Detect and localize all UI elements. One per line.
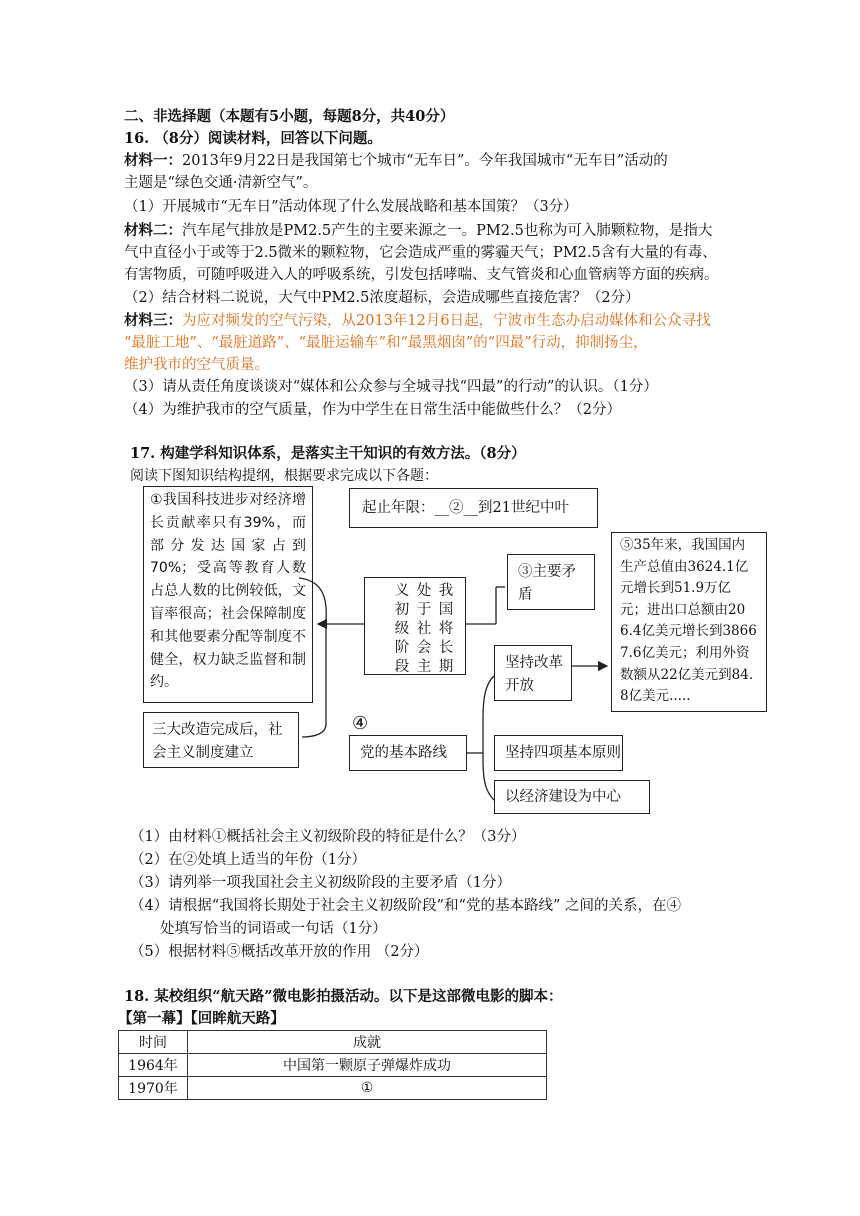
q18-title: 18. 某校组织“航天路”微电影拍摄活动。以下是这部微电影的脚本： [124, 988, 563, 1005]
q16-question-1: （1）开展城市“无车日”活动体现了什么发展战略和基本国策？（3分） [124, 199, 578, 215]
material-3-label: 材料三： [124, 312, 182, 329]
bracket-curve-left [299, 578, 326, 737]
q16-question-3: （3）请从责任角度谈谈对“媒体和公众参与全城寻找“四最”的行动”的认识。（1分） [124, 379, 658, 395]
material-1-box-text: ①我国科技进步对经济增长贡献率只有39%，而部分发达国家占到70%；受高等教育人数占总人数的比例较低，文盲率很高；社会保障制度和其他要素分配等制度不健全，权力缺乏监督和制约。 [150, 492, 306, 691]
three-reforms-text: 三大改造完成后，社会主义制度建立 [152, 722, 283, 761]
material-5-text: ⑤35年来，我国国内生产总值由3624.1亿元增长到51.9万亿元；进出口总额由206.4亿美元增长到38667.6亿美元；利用外资数额从22亿美元到84.8亿美元..... [620, 537, 757, 705]
table-header-row [119, 1031, 547, 1054]
four-principles-text: 坚持四项基本原则 [505, 745, 621, 761]
center-col-2: 处于社会主 [416, 583, 432, 675]
main-contradiction-text: ③主要矛盾 [518, 564, 576, 603]
economy-center-text: 以经济建设为中心 [505, 789, 621, 805]
section-header: 二、非选择题（本题有5小题，每题8分，共40分） [124, 108, 455, 125]
q16-material-3-line-3: 维护我市的空气质量。 [124, 357, 269, 373]
material-1-text: 2013年9月22日是我国第七个城市“无车日”。今年我国城市“无车日”活动的 [182, 153, 668, 169]
reform-box-text: 坚持改革开放 [505, 655, 563, 694]
q17-question-4-line-1: （4）请根据“我国将长期处于社会主义初级阶段”和“党的基本路线” 之间的关系，在④ [130, 898, 681, 914]
bracket-curve-right [483, 676, 494, 800]
q17-question-2: （2）在②处填上适当的年份（1分） [130, 852, 366, 868]
material-3-text: 为应对频发的空气污染，从2013年12月6日起，宁波市生态办启动媒体和公众寻找 [182, 313, 711, 329]
table-header-achievement: 成就 [188, 1031, 547, 1054]
q16-material-3-line-2: “最脏工地”、“最脏道路”、“最脏运输车”和“最黑烟囱”的“四最”行动，抑制扬尘， [124, 335, 648, 351]
center-col-1: 我国将长期 [438, 583, 454, 675]
q16-material-2-line-3: 有害物质，可随呼吸进入人的呼吸系统，引发包括哮喘、支气管炎和心血管病等方面的疾病。 [124, 267, 719, 283]
q17-question-4-line-2: 处填写恰当的词语或一句话（1分） [160, 921, 387, 937]
blank-4-label: ④ [352, 713, 369, 734]
center-col-3: 义初级阶段 [394, 583, 410, 675]
q17-question-1: （1）由材料①概括社会主义初级阶段的特征是什么？（3分） [130, 829, 526, 845]
q18-scene-title: 【第一幕】【回眸航天路】 [118, 1010, 285, 1027]
q17-question-3: （3）请列举一项我国社会主义初级阶段的主要矛盾（1分） [130, 875, 511, 891]
q16-material-1-line-2: 主题是“绿色交通·清新空气”。 [124, 175, 318, 191]
years-box-text: 起止年限：__②__到21世纪中叶 [362, 500, 569, 516]
q17-question-5: （5）根据材料⑤概括改革开放的作用 （2分） [130, 944, 429, 960]
table-row [119, 1077, 547, 1100]
material-2-label: 材料二： [124, 222, 182, 239]
material-1-label: 材料一： [124, 152, 182, 169]
q16-question-2: （2）结合材料二说说，大气中PM2.5浓度超标，会造成哪些直接危害？（2分） [124, 290, 640, 306]
q17-title: 17. 构建学科知识体系，是落实主干知识的有效方法。（8分） [130, 445, 526, 462]
material-2-text: 汽车尾气排放是PM2.5产生的主要来源之一。PM2.5也称为可入肺颗粒物，是指大 [182, 223, 713, 239]
q16-material-2-line-2: 气中直径小于或等于2.5微米的颗粒物，它会造成严重的雾霾天气；PM2.5含有大量的有毒、 [124, 245, 717, 261]
q17-intro: 阅读下图知识结构提纲，根据要求完成以下各题： [130, 468, 438, 484]
table-cell-achievement: 中国第一颗原子弹爆炸成功 [188, 1054, 547, 1077]
achievement-table [118, 1030, 547, 1100]
table-cell-year: 1970年 [119, 1077, 188, 1100]
table-cell-year: 1964年 [119, 1054, 188, 1077]
q16-title: 16. （8分）阅读材料，回答以下问题。 [124, 130, 382, 147]
table-row [119, 1054, 547, 1077]
q16-question-4: （4）为维护我市的空气质量，作为中学生在日常生活中能做些什么？（2分） [124, 402, 621, 418]
table-cell-achievement: ① [188, 1077, 547, 1100]
basic-line-text: 党的基本路线 [360, 745, 447, 761]
table-header-time: 时间 [119, 1031, 188, 1054]
